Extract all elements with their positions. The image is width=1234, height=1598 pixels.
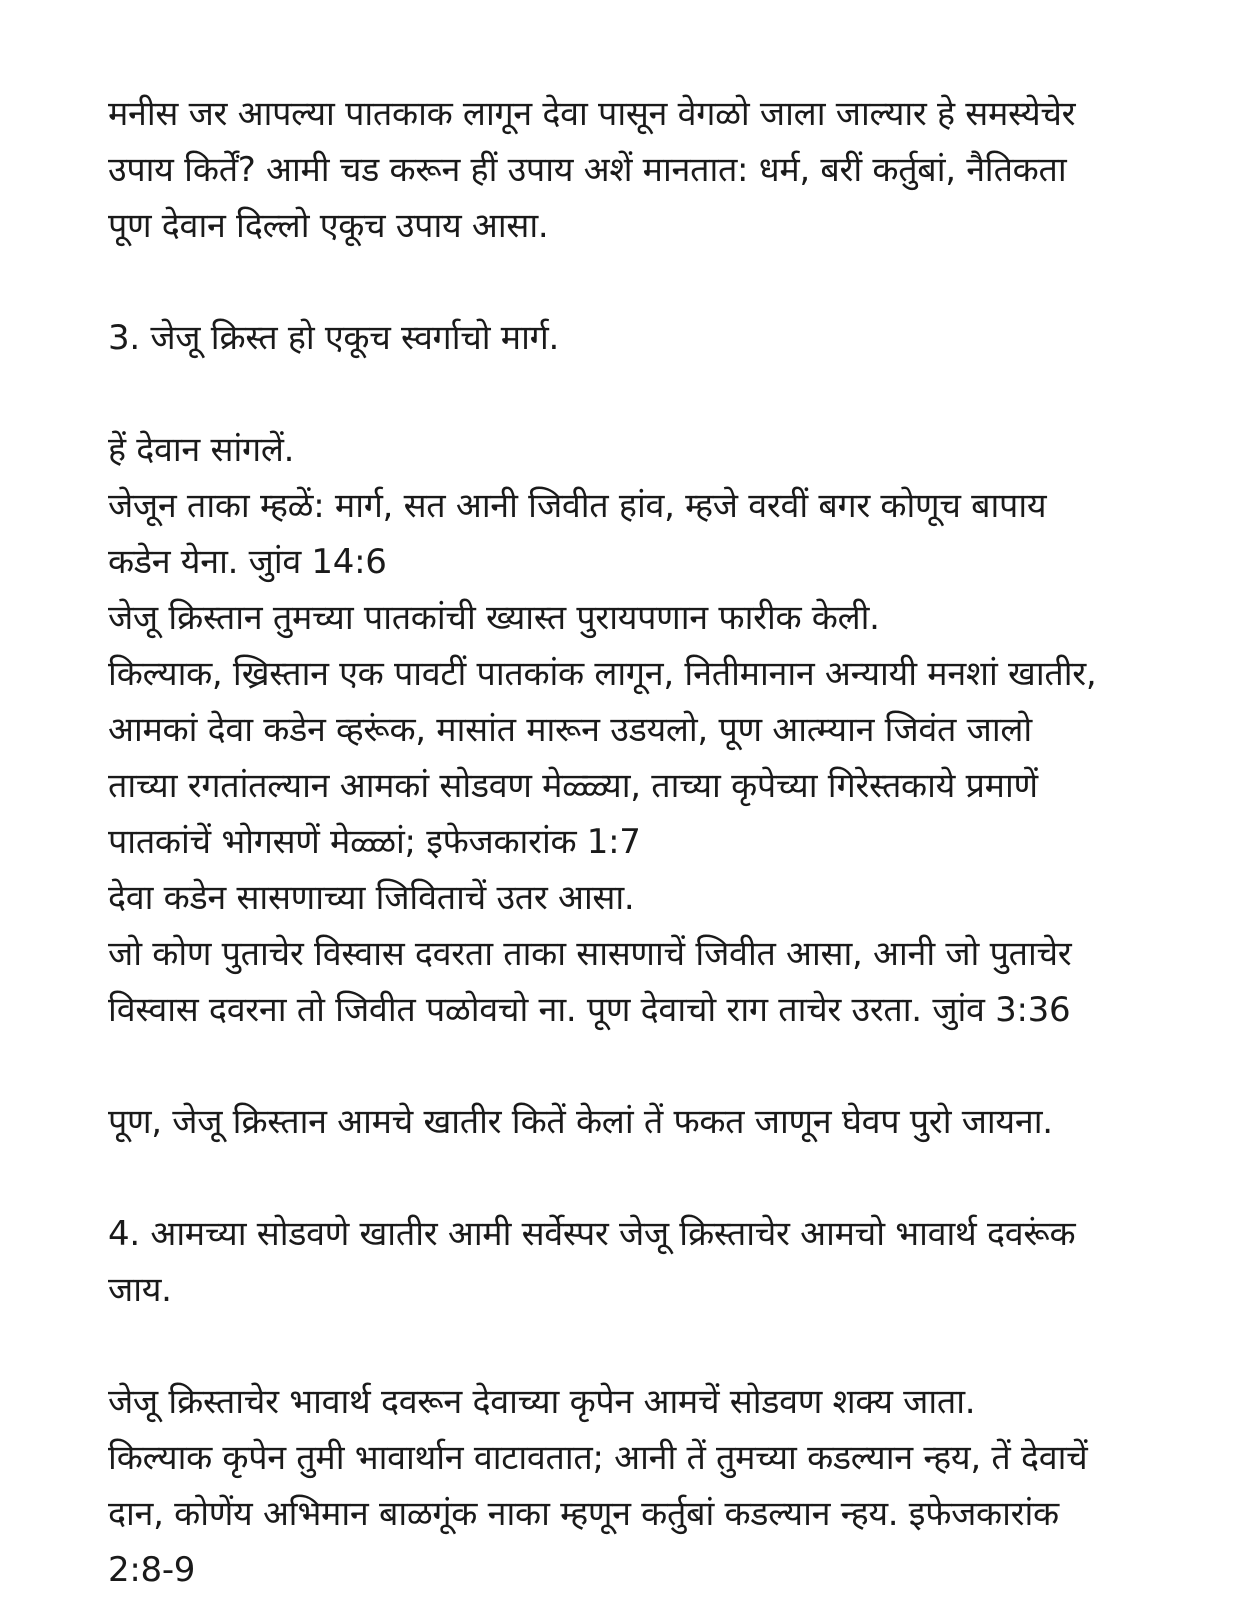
paragraph-gap xyxy=(108,366,1148,422)
paragraph-transition xyxy=(108,1094,1148,1150)
text-line: उपाय किर्तें? आमी चड करून हीं उपाय अशें मानतात: धर्म, बरीं कर्तुबां, नैतिकता xyxy=(108,150,1067,190)
text-line: किल्याक कृपेन तुमी भावार्थान वाटावतात; आनी तें तुमच्या कडल्यान न्हय, तें देवाचें xyxy=(108,1438,1088,1478)
paragraph-gap xyxy=(108,1038,1148,1094)
text-line: जो कोण पुताचेर विस्वास दवरता ताका सासणाचें जिवीत आसा, आनी जो पुताचेर xyxy=(108,934,1072,974)
text-line: पूण, जेजू क्रिस्तान आमचे खातीर कितें केलां तें फकत जाणून घेवप पुरो जायना. xyxy=(108,1102,1053,1142)
text-line: आमकां देवा कडेन व्हरूंक, मासांत मारून उडयलो, पूण आत्म्यान जिवंत जालो xyxy=(108,710,1032,750)
text-line: जेजून ताका म्हळें: मार्ग, सत आनी जिवीत हांव, म्हजे वरवीं बगर कोणूच बापाय xyxy=(108,486,1047,526)
text-line: मनीस जर आपल्या पातकाक लागून देवा पासून वेगळो जाला जाल्यार हे समस्येचेर xyxy=(108,94,1076,134)
paragraph-gap xyxy=(108,1150,1148,1206)
text-line: किल्याक, ख्रिस्तान एक पावटीं पातकांक लागून, नितीमानान अन्यायी मनशां खातीर, xyxy=(108,654,1097,694)
text-line: 4. आमच्या सोडवणे खातीर आमी सर्वेस्पर जेजू क्रिस्ताचेर आमचो भावार्थ दवरूंक xyxy=(108,1214,1076,1254)
section-heading-3 xyxy=(108,310,1148,366)
paragraph-gap xyxy=(108,254,1148,310)
document-page xyxy=(108,86,1148,1598)
paragraph-faith xyxy=(108,1374,1148,1598)
text-line: जेजू क्रिस्तान तुमच्या पातकांची ख्यास्त पुरायपणान फारीक केली. xyxy=(108,598,880,638)
paragraph-gap xyxy=(108,1318,1148,1374)
text-line: पातकांचें भोगसणें मेळ्ळां; इफेजकारांक 1:7 xyxy=(108,822,641,862)
text-line: हें देवान सांगलें. xyxy=(108,430,295,470)
text-line: पूण देवान दिल्लो एकूच उपाय आसा. xyxy=(108,206,549,246)
paragraph-intro xyxy=(108,86,1148,254)
text-line: जेजू क्रिस्ताचेर भावार्थ दवरून देवाच्या कृपेन आमचें सोडवण शक्य जाता. xyxy=(108,1382,976,1422)
text-line: दान, कोणेंय अभिमान बाळगूंक नाका म्हणून कर्तुबां कडल्यान न्हय. इफेजकारांक xyxy=(108,1494,1059,1534)
text-line: विस्वास दवरना तो जिवीत पळोवचो ना. पूण देवाचो राग ताचेर उरता. जुांव 3:36 xyxy=(108,990,1071,1030)
text-line: ताच्या रगतांतल्यान आमकां सोडवण मेळ्ळ्या, ताच्या कृपेच्या गिरेस्तकाये प्रमाणें xyxy=(108,766,1038,806)
text-line: देवा कडेन सासणाच्या जिविताचें उतर आसा. xyxy=(108,878,635,918)
paragraph-scripture xyxy=(108,422,1148,1038)
text-line: कडेन येना. जुांव 14:6 xyxy=(108,542,387,582)
text-line: 3. जेजू क्रिस्त हो एकूच स्वर्गाचो मार्ग. xyxy=(108,318,559,358)
text-line: जाय. xyxy=(108,1270,172,1310)
text-line: 2:8-9 xyxy=(108,1550,196,1590)
section-heading-4 xyxy=(108,1206,1148,1318)
